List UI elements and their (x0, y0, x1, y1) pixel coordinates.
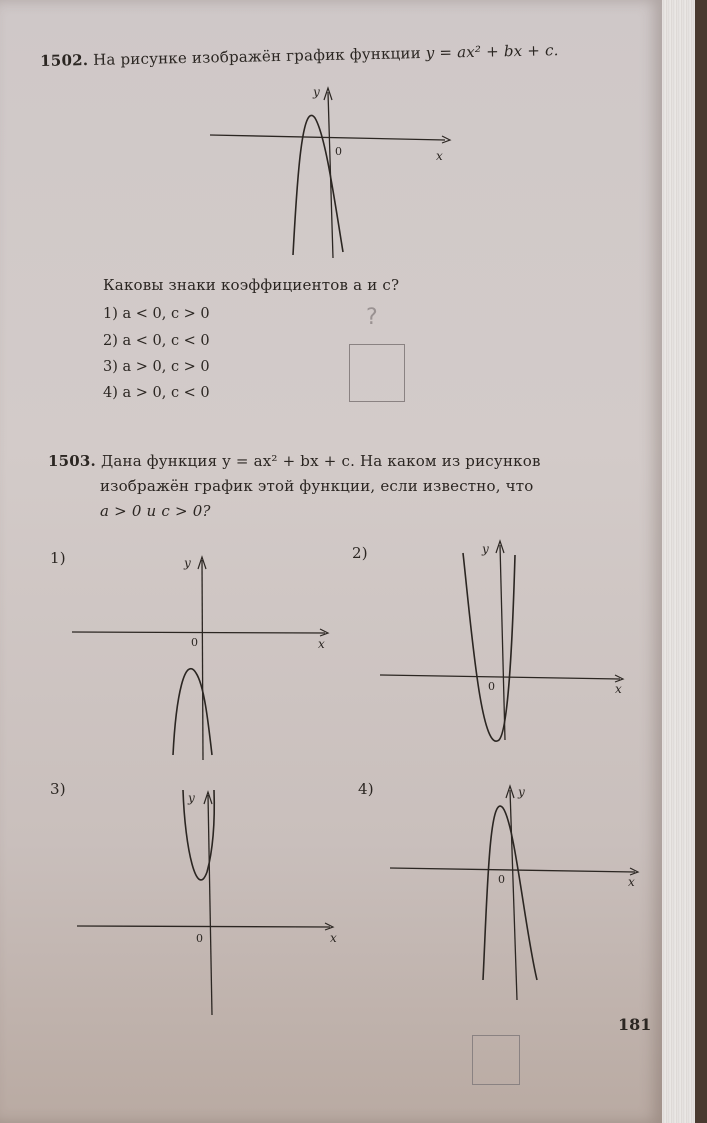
parabola-curve (463, 553, 515, 741)
graph-2 (375, 535, 635, 765)
y-axis-label: y (482, 542, 489, 556)
graph-3-label: 3) (50, 780, 66, 798)
problem-1503-text-1: Дана функция y = ax² + bx + c. На каком из рисунков (100, 452, 541, 470)
x-axis (210, 135, 445, 140)
handwritten-question-mark: ? (366, 305, 378, 330)
graph-2-label: 2) (352, 544, 368, 562)
problem-1503-number: 1503. (48, 452, 96, 470)
graph-3 (75, 780, 345, 1020)
origin-label: 0 (196, 932, 203, 945)
y-axis-label: y (188, 791, 195, 805)
x-axis-label: x (330, 931, 337, 945)
option-2: 2) a < 0, c < 0 (103, 333, 210, 349)
y-axis-label: y (313, 85, 320, 99)
origin-label: 0 (191, 636, 198, 649)
problem-1502-text: На рисунке изображён график функции (92, 44, 421, 69)
problem-1503-line1 (48, 452, 541, 470)
option-1: 1) a < 0, c > 0 (103, 306, 210, 322)
x-axis-label: x (628, 875, 635, 889)
x-axis-label: x (318, 637, 325, 651)
option-4: 4) a > 0, c < 0 (103, 385, 210, 401)
graph-1-label: 1) (50, 549, 66, 567)
problem-1502-number: 1502. (40, 50, 89, 70)
problem-1502-graph (205, 80, 455, 270)
origin-label: 0 (488, 680, 495, 693)
y-axis-label: y (518, 785, 525, 799)
x-axis-label: x (615, 682, 622, 696)
graph-4-label: 4) (358, 780, 374, 798)
book-cover-edge (695, 0, 707, 1123)
origin-label: 0 (498, 873, 505, 886)
y-axis-label: y (184, 556, 191, 570)
answer-box-1502 (349, 344, 405, 402)
parabola-curve (483, 806, 537, 980)
x-axis-label: x (436, 149, 443, 163)
parabola-curve (173, 669, 212, 755)
graph-1 (70, 545, 340, 765)
problem-1503-line3: a > 0 и c > 0? (100, 502, 211, 520)
problem-1502-formula: y = ax² + bx + c. (425, 41, 559, 62)
problem-1503-line2: изображён график этой функции, если известно, что (100, 477, 534, 495)
page-number: 181 (618, 1015, 652, 1034)
problem-1502-question: Каковы знаки коэффициентов a и c? (103, 276, 400, 294)
answer-box-1503 (472, 1035, 520, 1085)
graph-4 (385, 780, 645, 1010)
option-3: 3) a > 0, c > 0 (103, 359, 210, 375)
origin-label: 0 (335, 145, 342, 158)
